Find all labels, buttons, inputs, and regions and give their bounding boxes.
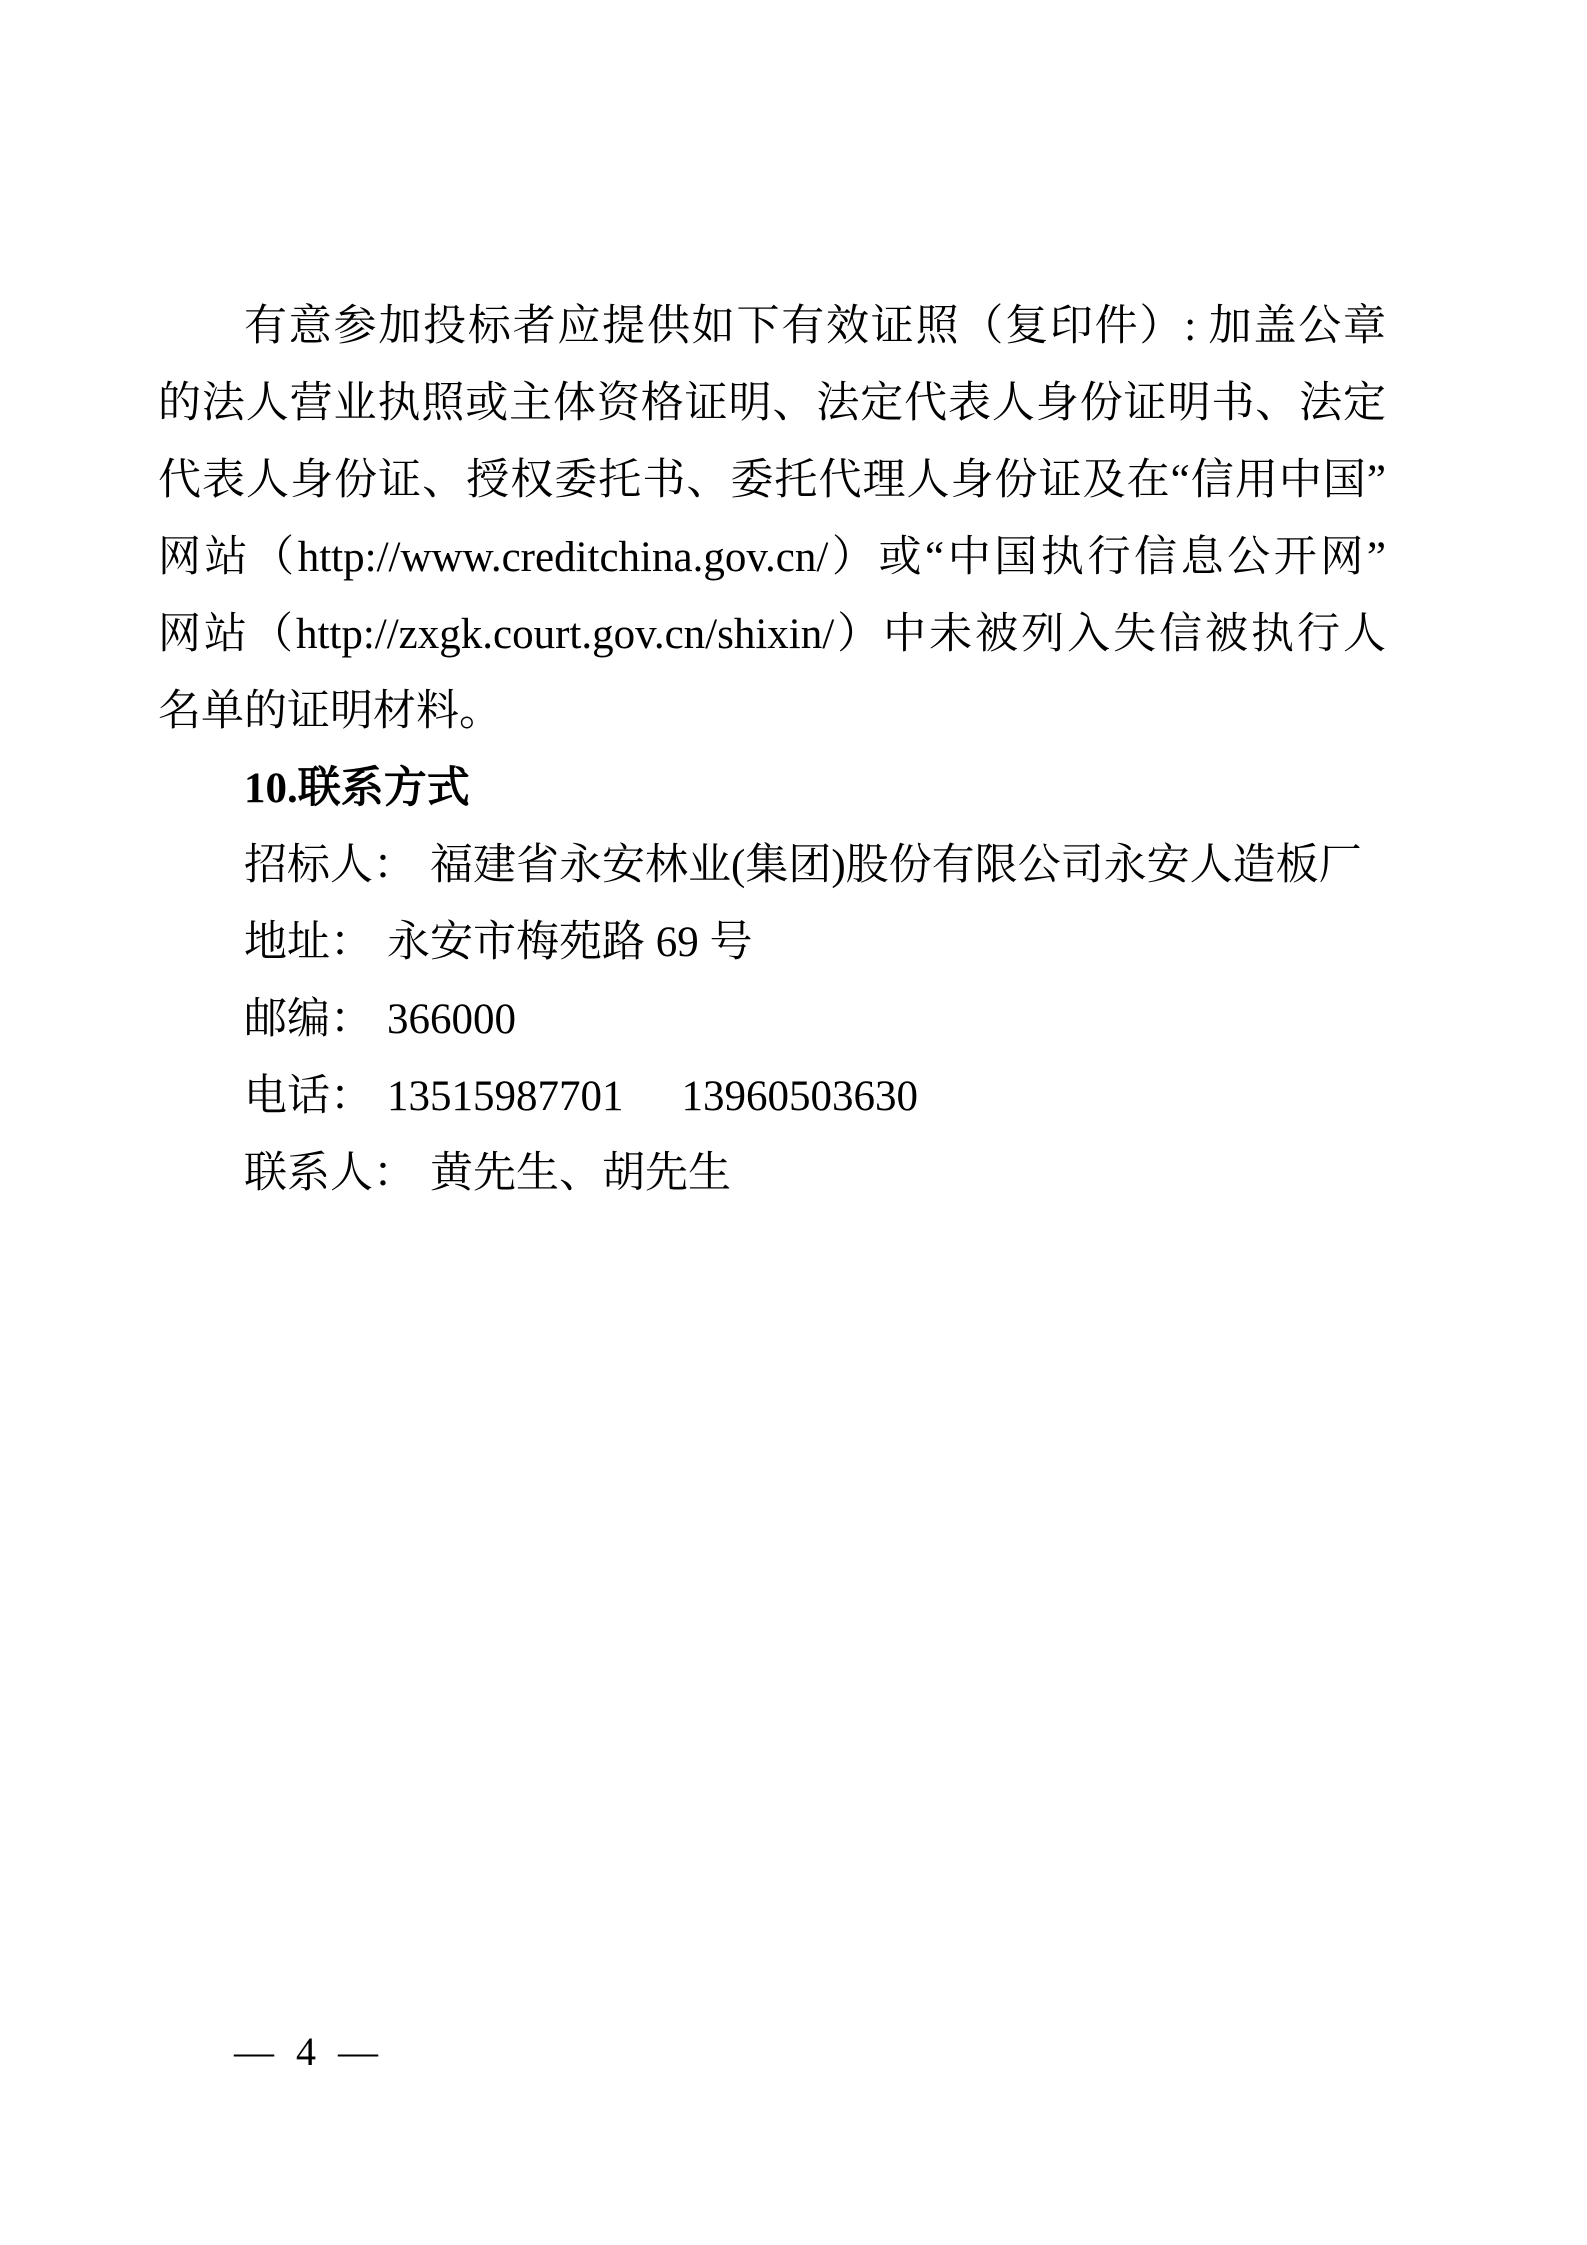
paragraph-line: 代表人身份证、授权委托书、委托代理人身份证及在“信用中国” [158, 457, 1386, 504]
paragraph-line: 名单的证明材料。 [158, 688, 502, 735]
contact-row-address [244, 904, 1386, 981]
document-body [158, 288, 1386, 1212]
page-number: — 4 — [234, 2029, 384, 2074]
tenderer-value: 福建省永安林业(集团)股份有限公司永安人造板厂 [430, 842, 1362, 889]
contact-row-postal-code [244, 981, 1386, 1058]
phone-number-1: 13515987701 [387, 1073, 624, 1120]
contact-person-value: 黄先生、胡先生 [430, 1150, 731, 1197]
contact-person-label: 联系人： [244, 1150, 416, 1197]
paragraph-line: 有意参加投标者应提供如下有效证照（复印件）: 加盖公章 [244, 303, 1386, 350]
phone-number-2: 13960503630 [681, 1073, 918, 1120]
postal-code-value: 366000 [387, 996, 516, 1043]
paragraph-line: 网站（http://www.creditchina.gov.cn/）或“中国执行信息公开网” [158, 534, 1386, 581]
paragraph-line: 网站（http://zxgk.court.gov.cn/shixin/）中未被列入失信被执行人 [158, 611, 1386, 658]
contact-row-person [244, 1135, 1386, 1212]
contact-row-tenderer [244, 827, 1386, 904]
address-label: 地址： [244, 919, 373, 966]
postal-code-label: 邮编： [244, 996, 373, 1043]
section-heading-contact: 10.联系方式 [244, 765, 470, 812]
tenderer-label: 招标人： [244, 842, 416, 889]
contact-row-phone [244, 1058, 1386, 1135]
phone-label: 电话： [244, 1073, 373, 1120]
paragraph-line: 的法人营业执照或主体资格证明、法定代表人身份证明书、法定 [158, 380, 1386, 427]
address-value: 永安市梅苑路 69 号 [387, 919, 753, 966]
